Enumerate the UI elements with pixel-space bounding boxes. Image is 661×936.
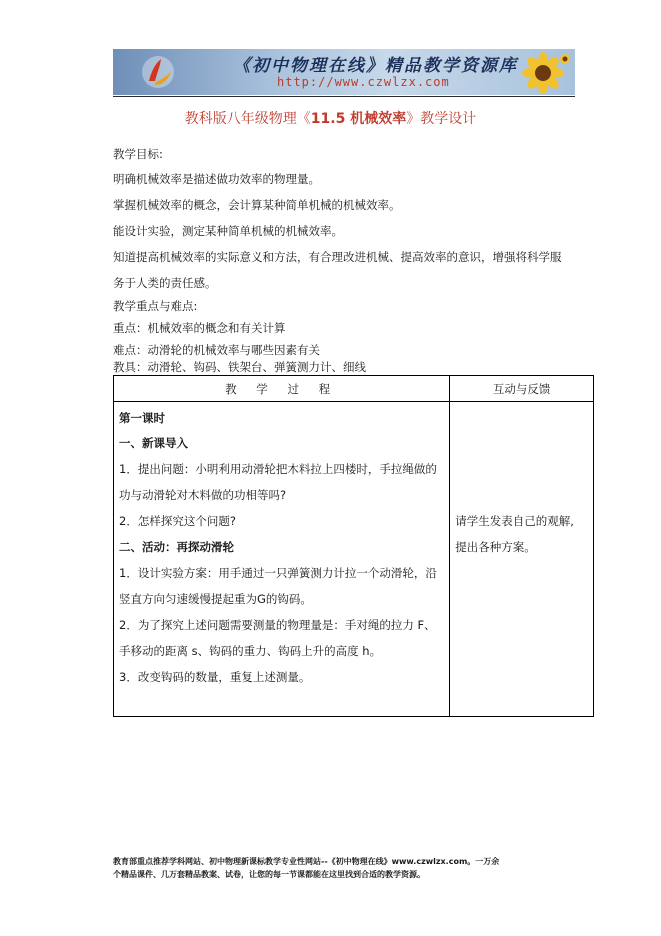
banner-divider: [113, 96, 575, 97]
header-process: 教 学 过 程: [114, 376, 450, 402]
header-feedback: 互动与反馈: [450, 376, 594, 402]
page-title: [0, 108, 661, 128]
equipment-text: 教具：动滑轮、钩码、铁架台、弹簧测力计、细线: [113, 360, 366, 374]
process-line: 1．设计实验方案：用手通过一只弹簧测力计拉一个动滑轮，沿: [119, 566, 437, 580]
process-line: 2．为了探究上述问题需要测量的物理量是：手对绳的拉力 F、: [119, 618, 436, 632]
focus-text: 重点：机械效率的概念和有关计算: [113, 321, 286, 335]
objective-item: 明确机械效率是描述做功效率的物理量。: [113, 172, 320, 186]
process-line: 竖直方向匀速缓慢提起重为G的钩码。: [119, 592, 312, 606]
sunflower-icon: [511, 51, 571, 95]
teaching-process-table: [113, 375, 594, 717]
banner-url[interactable]: http://www.czwlzx.com: [277, 75, 450, 89]
process-line: 功与动滑轮对木料做的功相等吗?: [119, 488, 287, 502]
site-logo-icon: [141, 55, 175, 89]
difficulty-text: 难点：动滑轮的机械效率与哪些因素有关: [113, 343, 320, 357]
section-heading: 二、活动：再探动滑轮: [119, 540, 234, 554]
objective-item: 能设计实验，测定某种简单机械的机械效率。: [113, 224, 343, 238]
table-row: [114, 402, 594, 717]
process-line: 1．提出问题：小明利用动滑轮把木料拉上四楼时，手拉绳做的: [119, 462, 437, 476]
footer-line: 个精品课件、几万套精品教案、试卷，让您的每一节课都能在这里找到合适的教学资源。: [113, 870, 425, 879]
feedback-line: 提出各种方案。: [455, 540, 536, 554]
objective-item: 掌握机械效率的概念，会计算某种简单机械的机械效率。: [113, 198, 401, 212]
objective-item: 务于人类的责任感。: [113, 276, 217, 290]
title-prefix: 教科版八年级物理《: [184, 111, 311, 127]
feedback-cell: [450, 402, 594, 717]
section-heading: 一、新课导入: [119, 436, 188, 450]
objectives-heading: 教学目标:: [113, 147, 163, 161]
process-line: 手移动的距离 s、钩码的重力、钩码上升的高度 h。: [119, 644, 382, 658]
process-line: 3．改变钩码的数量，重复上述测量。: [119, 670, 311, 684]
lesson-label: 第一课时: [119, 411, 165, 425]
banner-title: 《初中物理在线》精品教学资源库: [233, 56, 518, 76]
objective-item: 知道提高机械效率的实际意义和方法，有合理改进机械、提高效率的意识，增强将科学服: [113, 250, 562, 264]
key-points-heading: 教学重点与难点:: [113, 299, 198, 313]
feedback-line: 请学生发表自己的观解,: [455, 514, 574, 528]
title-suffix: 》教学设计: [406, 111, 477, 127]
header-banner: [113, 49, 575, 95]
process-cell: [114, 402, 450, 717]
title-lesson: 11.5 机械效率: [310, 111, 407, 127]
table-header-row: [114, 376, 594, 402]
process-line: 2．怎样探究这个问题?: [119, 514, 236, 528]
footer-line: 教育部重点推荐学科网站、初中物理新课标教学专业性网站--《初中物理在线》www.czwlzx.com。一万余: [113, 857, 500, 866]
